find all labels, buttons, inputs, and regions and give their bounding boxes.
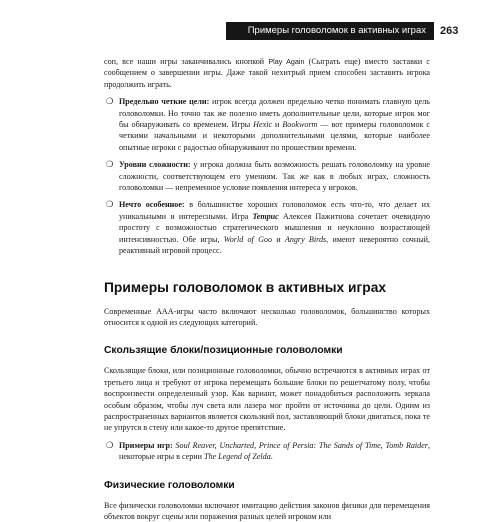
example-game-titles: Soul Reaver, Uncharted, Prince of Persia: The Sands of Time, Tomb Raider	[175, 440, 428, 450]
section-title: Примеры головоломок в активных играх	[104, 279, 387, 295]
bullet-special	[104, 199, 430, 256]
bullet-game-examples-text	[119, 440, 430, 463]
sliding-blocks-paragraph: Скользящие блоки, или позиционные головоломки, обычно встречаются в активных играх от третьего лица и требуют от игрока перемещать большие блоки по решетчатому полу, чтобы воспроизвести определенный узор. Как вариант, может понадобиться расположить зеркала особым образом, чтобы луч света или лазера мог пройти от источника до цели. Одним из распространенных вариантов является скользкий пол, заставляющий блоки двигаться, пока те не упрутся в стену или какое-то другое препятствие.	[104, 366, 430, 433]
intro-text-start: соп, все наши игры заканчивались кнопкой	[104, 57, 269, 66]
game-title-hexic: Hexic	[253, 120, 273, 130]
game-title-zelda: The Legend of Zelda	[203, 452, 271, 462]
button-name-play-again: Play Again	[268, 57, 305, 66]
subsection-title-sliding-blocks: Скользящие блоки/позиционные головоломки	[104, 345, 343, 357]
bullet-circle-icon: ❍	[105, 200, 114, 211]
running-header-title: Примеры головоломок в активных играх	[247, 25, 426, 36]
physics-paragraph: Все физически головоломки включают имитацию действия законов физики для перемещения объектов вокруг сцены или поражения разных целей игроком или	[104, 500, 430, 521]
game-title-angry-birds: Angry Birds	[284, 234, 327, 244]
bullet-clear-goals	[104, 96, 430, 153]
section-intro: Современные AAA-игры часто включают несколько головоломок, большинство которых относится к одной из следующих категорий.	[104, 306, 430, 327]
bullet-term: Примеры игр:	[119, 440, 173, 450]
bullet-circle-icon: ❍	[105, 440, 114, 451]
bullet-term: Нечто особенное:	[119, 200, 185, 210]
game-title-bookworm: Bookworm	[282, 120, 318, 130]
bullet-body: игрок всегда должен предельно четко понимать главную цель головоломки. Но точно так же полезно иметь дополнительные цели, которые игрок мог бы обнаруживать со временем. Игры	[119, 97, 430, 130]
game-title-world-of-goo: World of Goo	[223, 234, 273, 244]
bullet-circle-icon: ❍	[105, 97, 114, 108]
bullet-body-mid: Алексея Пажитнова сочетает очевидную простоту с возможностью стратегического мышления и неуклонно возрастающей интенсивностью. Обе игры,	[119, 211, 430, 244]
bullet-body-end: — вот примеры головоломок с четкими начальными и некоторыми дополнительными целями, которые наиболее опытные игроки с радостью обнаруживают по прошествии времени.	[119, 120, 430, 152]
bullet-body-mid: , некоторые игры в серии	[119, 440, 431, 462]
bullet-term: Уровни сложности:	[119, 160, 191, 170]
intro-text-end: (Сыграть еще) вместо заставки с сообщением о завершении игры. Даже такой нехитрый прием способен заставить игрока продолжить играть.	[104, 57, 430, 89]
bullet-game-examples	[104, 440, 430, 463]
page-number: 263	[440, 25, 459, 37]
bullet-body-end: , имеют невероятно сочный, реактивный игровой процесс.	[119, 234, 431, 256]
bullet-term: Предельно четкие цели:	[119, 97, 210, 107]
connector-text: и	[272, 234, 285, 244]
bullet-body-end: .	[270, 452, 273, 462]
running-header-bar	[226, 22, 434, 40]
bullet-body: в большинстве хороших головоломок есть что-то, что делает их уникальными и интересными. Игра	[119, 200, 431, 221]
bullet-circle-icon: ❍	[105, 160, 114, 171]
intro-paragraph	[104, 56, 430, 90]
bullet-clear-goals-text	[119, 96, 430, 153]
bullet-difficulty-text	[119, 159, 430, 193]
bullet-special-text	[119, 199, 430, 256]
connector-text: и	[272, 120, 283, 130]
game-title-tetris: Tempuc	[252, 211, 279, 221]
subsection-title-physics: Физические головоломки	[104, 479, 235, 491]
bullet-body: у игрока должна быть возможность решать головоломку на уровне сложности, соответствующем его умениям. Так же как в любых играх, сложность головоломки — непременное условие появления интереса у игроков.	[119, 160, 431, 193]
page-content	[104, 56, 430, 522]
bullet-difficulty	[104, 159, 430, 193]
